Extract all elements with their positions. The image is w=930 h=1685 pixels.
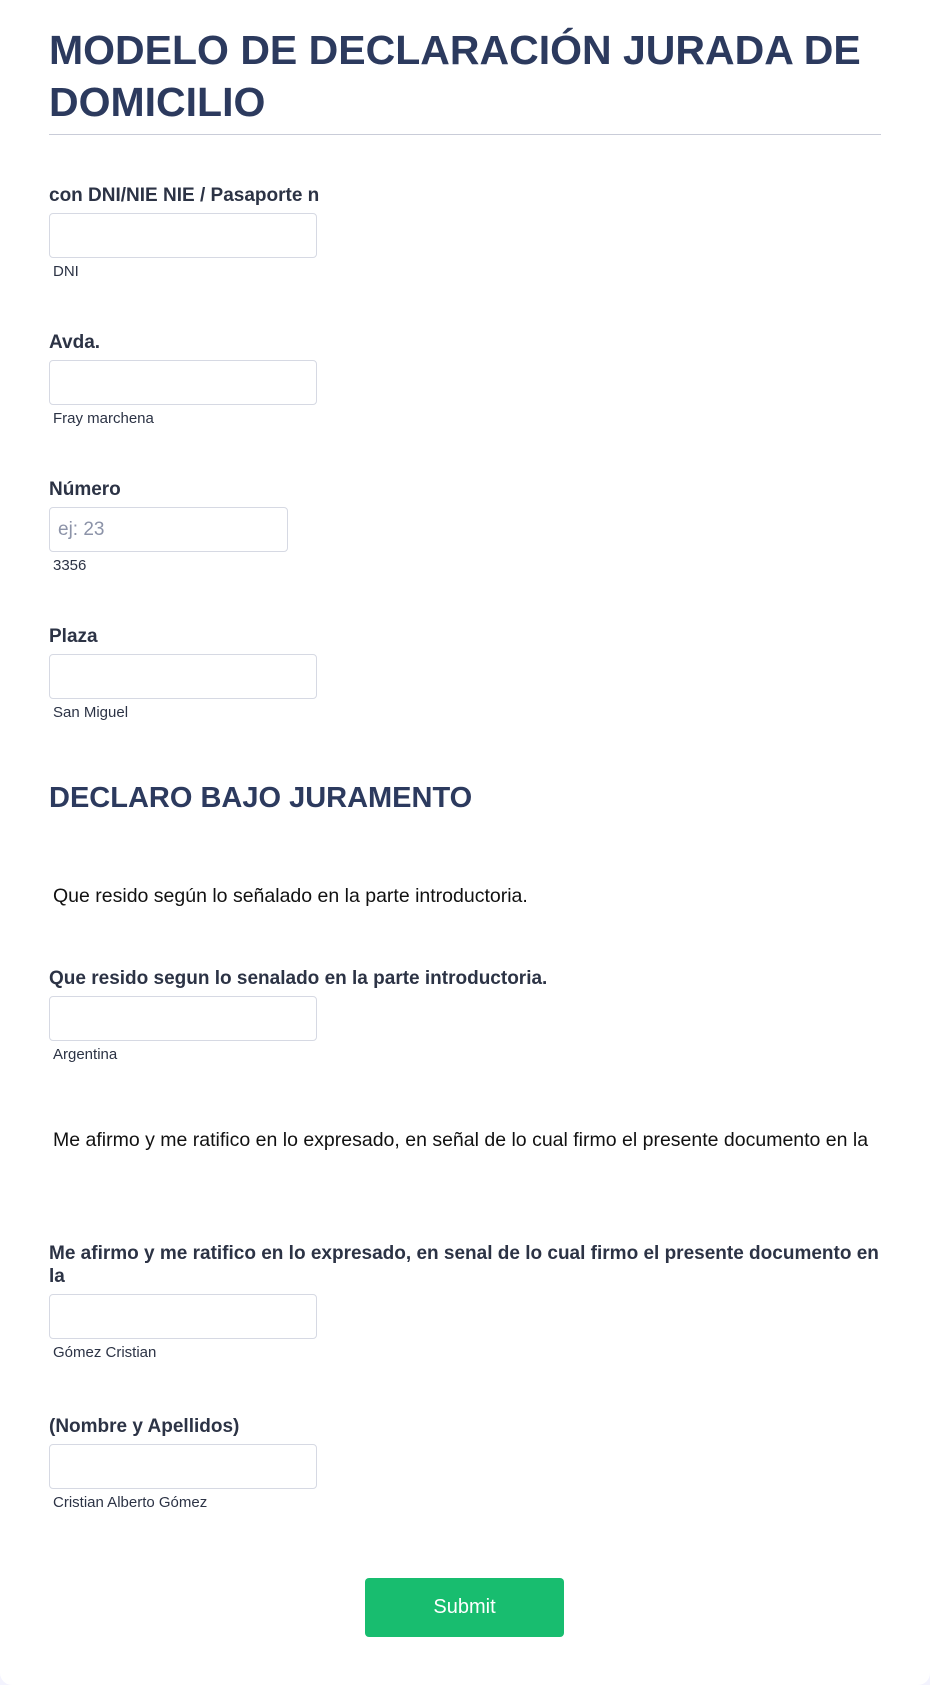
number-input[interactable] — [49, 507, 288, 552]
title-divider — [49, 134, 881, 135]
plaza-sublabel: San Miguel — [53, 704, 129, 721]
affirm-sublabel: Gómez Cristian — [53, 1344, 157, 1361]
submit-button[interactable]: Submit — [365, 1578, 564, 1637]
residence-paragraph: Que resido según lo señalado en la parte introductoria. — [53, 885, 528, 907]
number-label: Número — [49, 479, 121, 500]
field-plaza — [49, 625, 881, 722]
field-affirm — [49, 1242, 881, 1362]
full-name-label: (Nombre y Apellidos) — [49, 1416, 240, 1437]
dni-label: con DNI/NIE NIE / Pasaporte n — [49, 185, 320, 206]
number-sublabel: 3356 — [53, 557, 87, 574]
field-number — [49, 478, 881, 575]
form-title: MODELO DE DECLARACIÓN JURADA DE DOMICILIO — [49, 27, 861, 125]
affirm-input[interactable] — [49, 1294, 317, 1339]
avenue-input[interactable] — [49, 360, 317, 405]
full-name-sublabel: Cristian Alberto Gómez — [53, 1494, 208, 1511]
section-heading: DECLARO BAJO JURAMENTO — [49, 782, 473, 814]
field-full-name — [49, 1415, 881, 1512]
plaza-label: Plaza — [49, 626, 98, 647]
field-dni — [49, 184, 881, 281]
residence-label: Que resido segun lo senalado en la parte introductoria. — [49, 968, 548, 989]
affirm-label: Me afirmo y me ratifico en lo expresado, en senal de lo cual firmo el presente documento en la — [49, 1243, 879, 1287]
affirm-paragraph: Me afirmo y me ratifico en lo expresado, en señal de lo cual firmo el presente documento en la — [53, 1129, 869, 1151]
residence-input[interactable] — [49, 996, 317, 1041]
field-residence — [49, 967, 881, 1064]
dni-input[interactable] — [49, 213, 317, 258]
residence-sublabel: Argentina — [53, 1046, 118, 1063]
dni-sublabel: DNI — [53, 263, 79, 280]
plaza-input[interactable] — [49, 654, 317, 699]
avenue-label: Avda. — [49, 332, 101, 353]
avenue-sublabel: Fray marchena — [53, 410, 154, 427]
field-avenue — [49, 331, 881, 428]
full-name-input[interactable] — [49, 1444, 317, 1489]
